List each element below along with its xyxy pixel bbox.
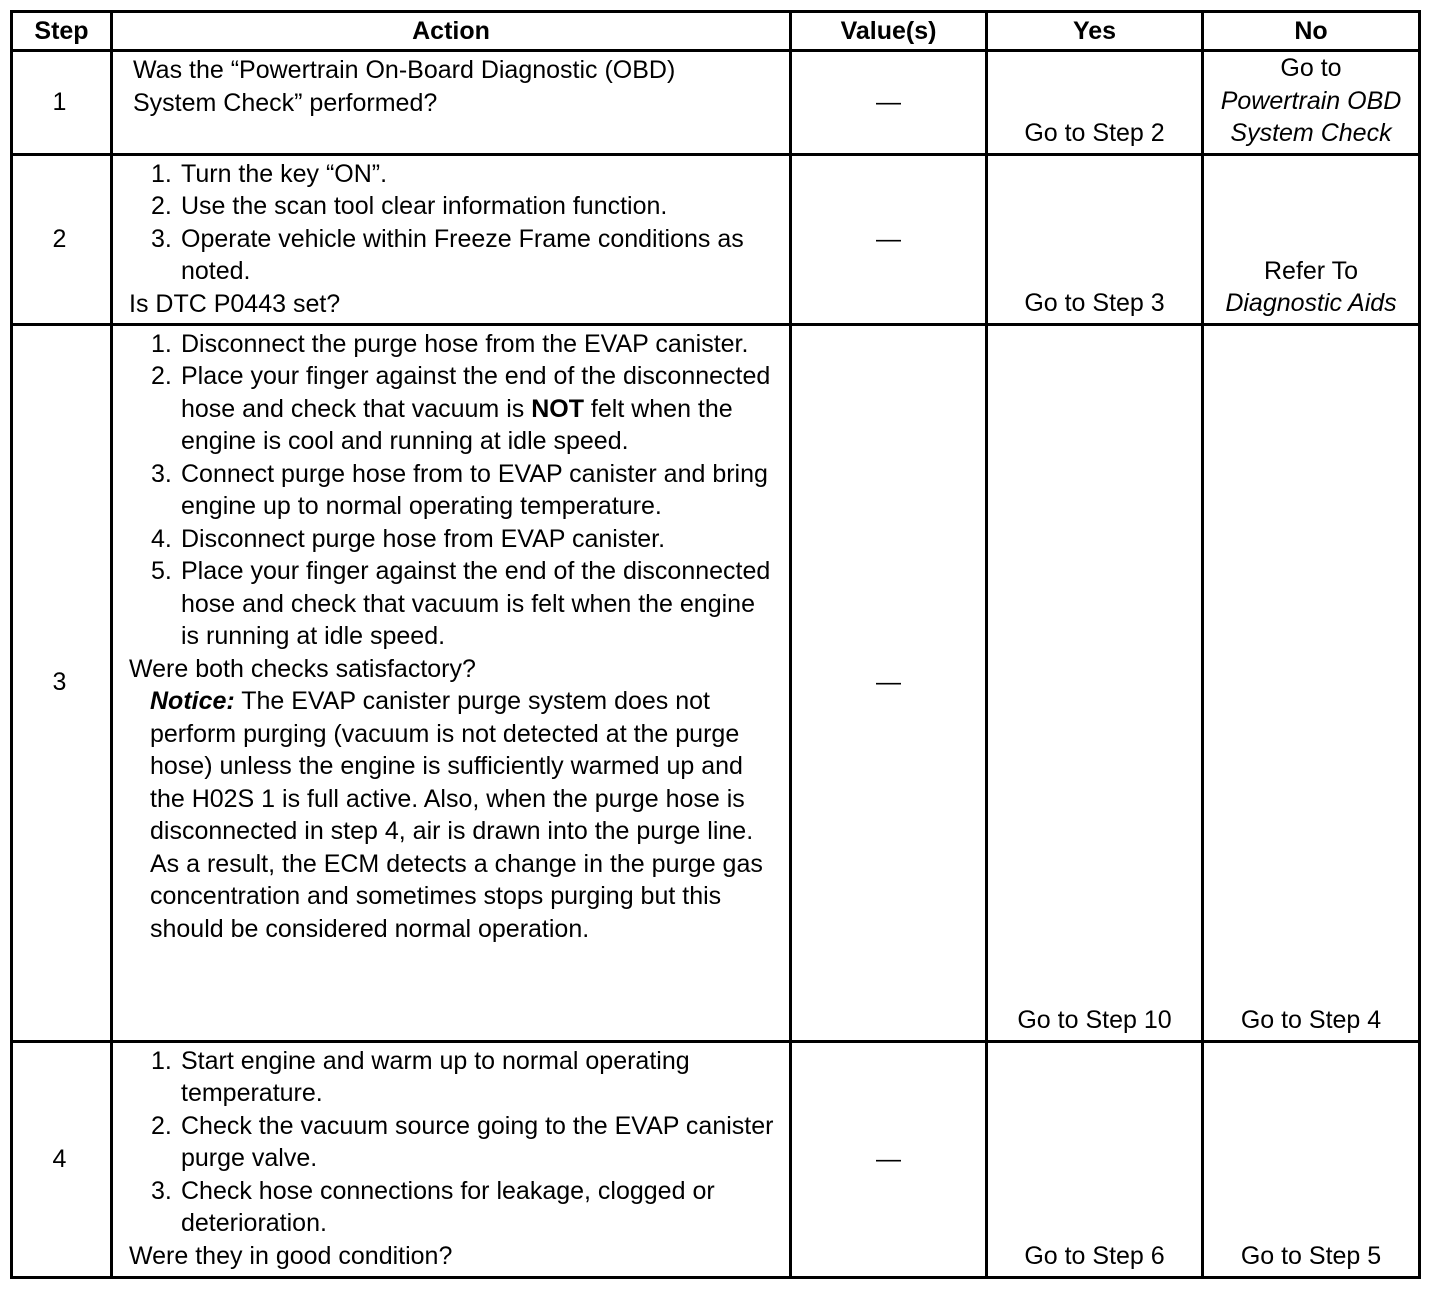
item-text: Disconnect purge hose from EVAP canister. (181, 524, 666, 553)
value-cell: — (791, 324, 987, 1041)
no-cell (1203, 51, 1420, 155)
item-text: Check hose connections for leakage, clogged or deterioration. (181, 1176, 715, 1237)
item-number: 2. (151, 1111, 172, 1140)
value-cell: — (791, 51, 987, 155)
item-number: 5. (151, 557, 172, 585)
table-row-step-2 (12, 154, 1420, 324)
notice-block (129, 685, 779, 945)
header-values: Value(s) (791, 12, 987, 51)
action-item (151, 1110, 779, 1175)
item-number: 2. (151, 192, 172, 220)
action-item (151, 223, 779, 288)
step-number: 4 (12, 1041, 112, 1277)
notice-text: The EVAP canister purge system does not perform purging (vacuum is not detected at the purge hose) unless the engine is sufficiently warmed up and the H02S 1 is full active. Also, when the purge hose is disconnected in step 4, air is drawn into the purge line. As a result, the ECM detects a change in the purge gas concentration and sometimes stops purging but this should be considered normal operation. (150, 687, 763, 943)
action-item (151, 360, 779, 458)
no-cell: Go to Step 5 (1203, 1041, 1420, 1277)
table-row-step-1 (12, 51, 1420, 155)
item-number: 4. (151, 524, 172, 553)
item-text: Connect purge hose from to EVAP canister and bring engine up to normal operating temperature. (181, 459, 768, 520)
item-text-after: felt when the engine is cool and running at idle speed. (181, 394, 733, 455)
item-number: 1. (151, 1046, 172, 1075)
item-text: Operate vehicle within Freeze Frame conditions as noted. (181, 224, 744, 285)
no-cell (1203, 154, 1420, 324)
action-cell (112, 1041, 791, 1277)
action-item (151, 190, 779, 223)
item-number: 3. (151, 459, 172, 488)
action-item (151, 328, 779, 361)
item-number: 1. (151, 329, 172, 358)
value-cell: — (791, 154, 987, 324)
action-list (129, 328, 779, 653)
no-line-1: Go to (1280, 54, 1342, 82)
no-line-2: Diagnostic Aids (1225, 289, 1397, 317)
header-no: No (1203, 12, 1420, 51)
question-text: Were both checks satisfactory? (129, 654, 476, 683)
step-number: 3 (12, 324, 112, 1041)
no-line-1: Refer To (1263, 256, 1359, 285)
header-step: Step (12, 12, 112, 51)
item-text: Turn the key “ON”. (181, 159, 388, 188)
table-row-step-3 (12, 324, 1420, 1041)
action-item (151, 158, 779, 191)
action-item (151, 458, 779, 523)
header-action: Action (112, 12, 791, 51)
action-item (151, 1045, 779, 1110)
step-number: 2 (12, 154, 112, 324)
action-list (129, 1045, 779, 1240)
action-item (151, 1175, 779, 1240)
action-cell (112, 324, 791, 1041)
item-text: Disconnect the purge hose from the EVAP canister. (181, 329, 749, 358)
no-cell: Go to Step 4 (1203, 324, 1420, 1041)
item-text: Use the scan tool clear information function. (181, 192, 668, 220)
item-text-before: Place your finger against the end of the disconnected hose and check that vacuum is (181, 362, 771, 423)
item-number: 1. (151, 159, 172, 188)
item-text: Start engine and warm up to normal operating temperature. (181, 1046, 690, 1107)
item-number: 2. (151, 362, 172, 390)
item-text: Place your finger against the end of the disconnected hose and check that vacuum is felt when the engine is running at idle speed. (181, 557, 771, 650)
action-cell (112, 154, 791, 324)
no-line-2: Powertrain OBD System Check (1220, 86, 1402, 147)
table-row-step-4 (12, 1041, 1420, 1277)
action-item (151, 555, 779, 653)
question-text: Were they in good condition? (129, 1241, 453, 1270)
action-list (129, 158, 779, 288)
item-text-bold: NOT (531, 394, 584, 423)
header-row (12, 12, 1420, 51)
yes-cell: Go to Step 3 (987, 154, 1203, 324)
step-number: 1 (12, 51, 112, 155)
notice-label: Notice: (150, 687, 235, 715)
header-yes: Yes (987, 12, 1203, 51)
yes-cell: Go to Step 10 (987, 324, 1203, 1041)
action-cell (112, 51, 791, 155)
diagnostic-table (10, 10, 1421, 1279)
item-number: 3. (151, 224, 172, 253)
item-text: Check the vacuum source going to the EVAP canister purge valve. (181, 1111, 774, 1172)
action-item (151, 523, 779, 556)
yes-cell: Go to Step 2 (987, 51, 1203, 155)
yes-cell: Go to Step 6 (987, 1041, 1203, 1277)
question-text: Was the “Powertrain On-Board Diagnostic (OBD) System Check” performed? (133, 56, 676, 117)
question-text: Is DTC P0443 set? (129, 289, 341, 318)
value-cell: — (791, 1041, 987, 1277)
item-number: 3. (151, 1176, 172, 1205)
